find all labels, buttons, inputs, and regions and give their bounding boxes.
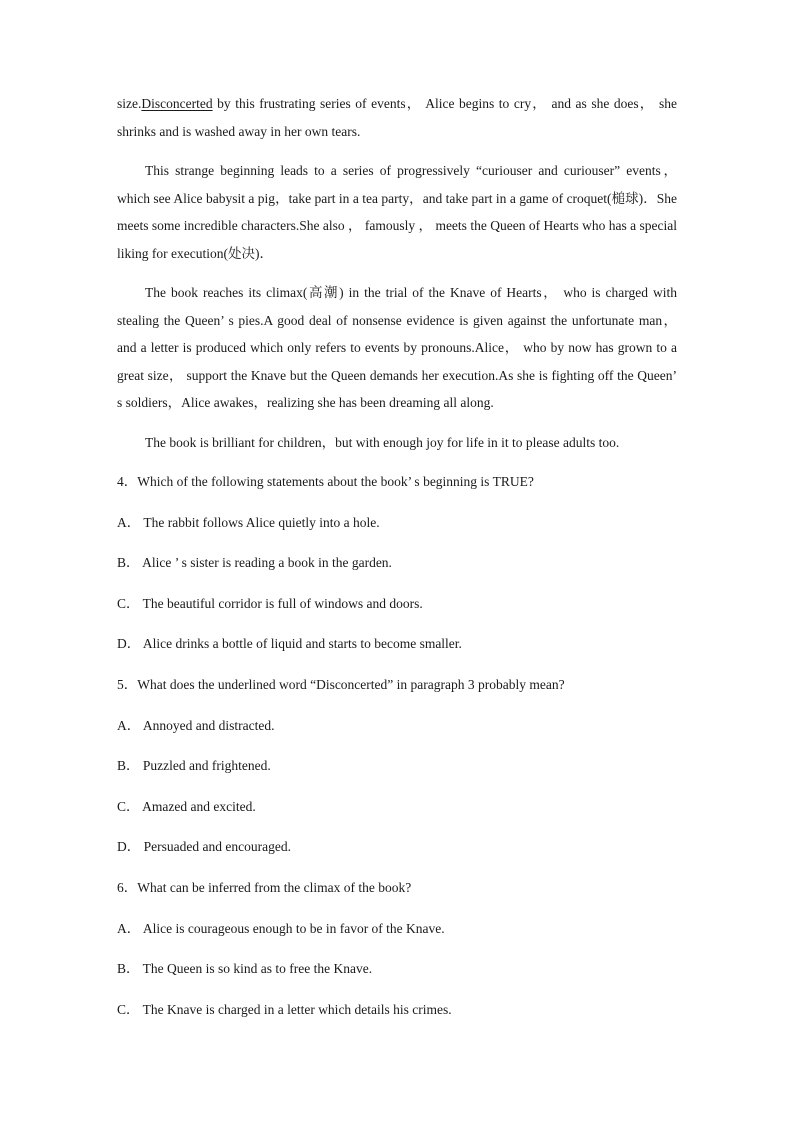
answer-option: A． Alice is courageous enough to be in favor of the Knave.	[117, 920, 445, 936]
answer-option: B． The Queen is so kind as to free the Knave.	[117, 961, 373, 977]
passage-paragraph-4: The book is brilliant for children，but with enough joy for life in it to please adults too.	[145, 434, 620, 450]
paragraph-1-rest: by this frustrating series of events， Alice begins to cry， and as she does， she shrinks and is washed away in her own tears.	[117, 96, 677, 139]
document-page	[117, 90, 677, 1036]
question-5	[117, 671, 677, 874]
answer-option: C． The beautiful corridor is full of windows and doors.	[117, 595, 423, 611]
question-stem: 4．Which of the following statements about the book’ s beginning is TRUE?	[117, 474, 534, 489]
question-6	[117, 874, 677, 1036]
answer-option: B． Puzzled and frightened.	[117, 758, 271, 774]
question-4	[117, 468, 677, 671]
answer-option: D． Persuaded and encouraged.	[117, 839, 291, 855]
underlined-word: Disconcerted	[141, 96, 213, 111]
question-stem: 6．What can be inferred from the climax of the book?	[117, 879, 412, 895]
answer-option: C． The Knave is charged in a letter which details his crimes.	[117, 1001, 452, 1017]
answer-option: C． Amazed and excited.	[117, 798, 256, 814]
passage-paragraph-2: This strange beginning leads to a series of progressively “curiouser and curiouser” events， which see Alice babysit a pig，take part in a tea party，and take part in a game of croquet(槌球)．She meets some incredible characters.She also ， famously ， meets the Queen of Hearts who has a special liking for execution(处决)．	[117, 163, 677, 261]
passage-paragraph-3: The book reaches its climax(高潮) in the trial of the Knave of Hearts， who is charged with stealing the Queen’ s pies.A good deal of nonsense evidence is given against the unfortunate man， and a letter is produced which only refers to events by pronouns.Alice， who by now has grown to a great size， support the Knave but the Queen demands her execution.As she is fighting off the Queen’ s soldiers，Alice awakes，realizing she has been dreaming all along.	[117, 285, 677, 410]
answer-option: A． Annoyed and distracted.	[117, 717, 275, 733]
answer-option: D． Alice drinks a bottle of liquid and starts to become smaller.	[117, 636, 462, 652]
answer-option: A． The rabbit follows Alice quietly into a hole.	[117, 514, 380, 530]
answer-option: B． Alice ’ s sister is reading a book in the garden.	[117, 555, 392, 571]
passage-paragraph-1	[117, 90, 677, 145]
question-stem: 5．What does the underlined word “Disconcerted” in paragraph 3 probably mean?	[117, 676, 565, 692]
paragraph-1-lead: size.	[117, 96, 142, 111]
